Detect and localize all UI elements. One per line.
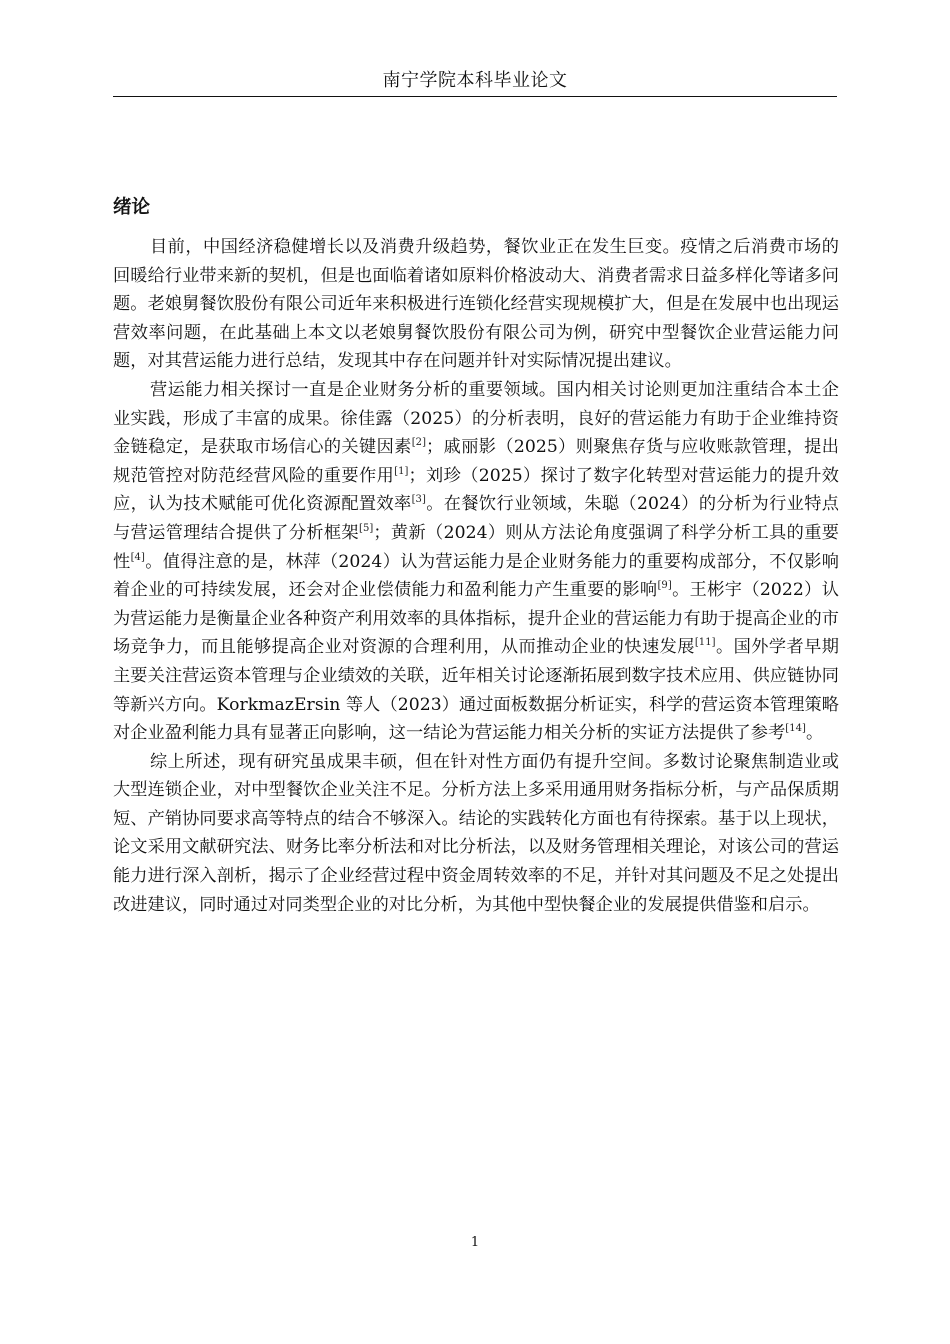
citation-ref: [1] <box>394 465 409 477</box>
citation-ref: [5] <box>359 522 374 534</box>
citation-ref: [3] <box>411 494 426 506</box>
paragraph-text: 综上所述，现有研究虽成果丰硕，但在针对性方面仍有提升空间。多数讨论聚焦制造业或大型连锁企业，对中型餐饮企业关注不足。分析方法上多采用通用财务指标分析，与产品保质期短、产销协同要求高等特点的结合不够深入。结论的实践转化方面也有待探索。基于以上现状，论文采用文献研究法、财务比率分析法和对比分析法，以及财务管理相关理论，对该公司的营运能力进行深入剖析，揭示了企业经营过程中资金周转效率的不足，并针对其问题及不足之处提出改进建议，同时通过对同类型企业的对比分析，为其他中型快餐企业的发展提供借鉴和启示。 <box>113 751 839 915</box>
body-text <box>113 233 839 919</box>
paragraph <box>113 233 839 376</box>
paragraph-text: 。值得注意的是，林萍（2024）认为营运能力是企业财务能力的重要构成部分，不仅影响着企业的可持续发展，还会对企业偿债能力和盈利能力产生重要的影响 <box>113 551 839 601</box>
citation-ref: [9] <box>657 580 672 592</box>
paragraph-text: 。在餐饮行业领域，朱聪（2024）的分析为行业特点与营运管理结合提供了分析框架 <box>113 494 839 543</box>
paragraph-text: ；刘珍（2025）探讨了数字化转型对营运能力的提升效应，认为技术赋能可优化资源配置效率 <box>113 465 839 515</box>
paragraph-text: 。王彬宇（2022）认为营运能力是衡量企业各种资产利用效率的具体指标，提升企业的营运能力有助于提高企业的市场竞争力，而且能够提高企业对资源的合理利用，从而推动企业的快速发展 <box>113 580 839 658</box>
section-title: 绪论 <box>113 197 151 218</box>
paragraph-text: ；黄新（2024）则从方法论角度强调了科学分析工具的重要性 <box>113 522 839 572</box>
running-header: 南宁学院本科毕业论文 <box>382 70 568 91</box>
citation-ref: [14] <box>785 723 806 735</box>
paragraph <box>113 748 839 920</box>
header-rule <box>113 96 837 97</box>
citation-ref: [11] <box>694 637 716 649</box>
citation-ref: [2] <box>411 437 427 449</box>
paragraph-text: 营运能力相关探讨一直是企业财务分析的重要领域。国内相关讨论则更加注重结合本土企业实践，形成了丰富的成果。徐佳露（2025）的分析表明，良好的营运能力有助于企业维持资金链稳定，是获取市场信心的关键因素 <box>113 379 839 458</box>
paragraph-text: 目前，中国经济稳健增长以及消费升级趋势，餐饮业正在发生巨变。疫情之后消费市场的回暖给行业带来新的契机，但是也面临着诸如原料价格波动大、消费者需求日益多样化等诸多问题。老娘舅餐饮股份有限公司近年来积极进行连锁化经营实现规模扩大，但是在发展中也出现运营效率问题，在此基础上本文以老娘舅餐饮股份有限公司为例，研究中型餐饮企业营运能力问题，对其营运能力进行总结，发现其中存在问题并针对实际情况提出建议。 <box>113 237 839 372</box>
paragraph-text: 。国外学者早期主要关注营运资本管理与企业绩效的关联，近年相关讨论逐渐拓展到数字技术应用、供应链协同等新兴方向。KorkmazErsin 等人（2023）通过面板数据分析证实，科学的营运资本管理策略对企业盈利能力具有显著正向影响，这一结论为营运能力相关分析的实证方法提供了参考 <box>113 637 839 744</box>
paragraph-text: ；戚丽影（2025）则聚焦存货与应收账款管理，提出规范管控对防范经营风险的重要作用 <box>113 437 839 486</box>
paragraph-text: 。 <box>806 723 824 744</box>
page-number: 1 <box>470 1235 480 1250</box>
paragraph <box>113 376 839 748</box>
citation-ref: [4] <box>130 551 145 563</box>
